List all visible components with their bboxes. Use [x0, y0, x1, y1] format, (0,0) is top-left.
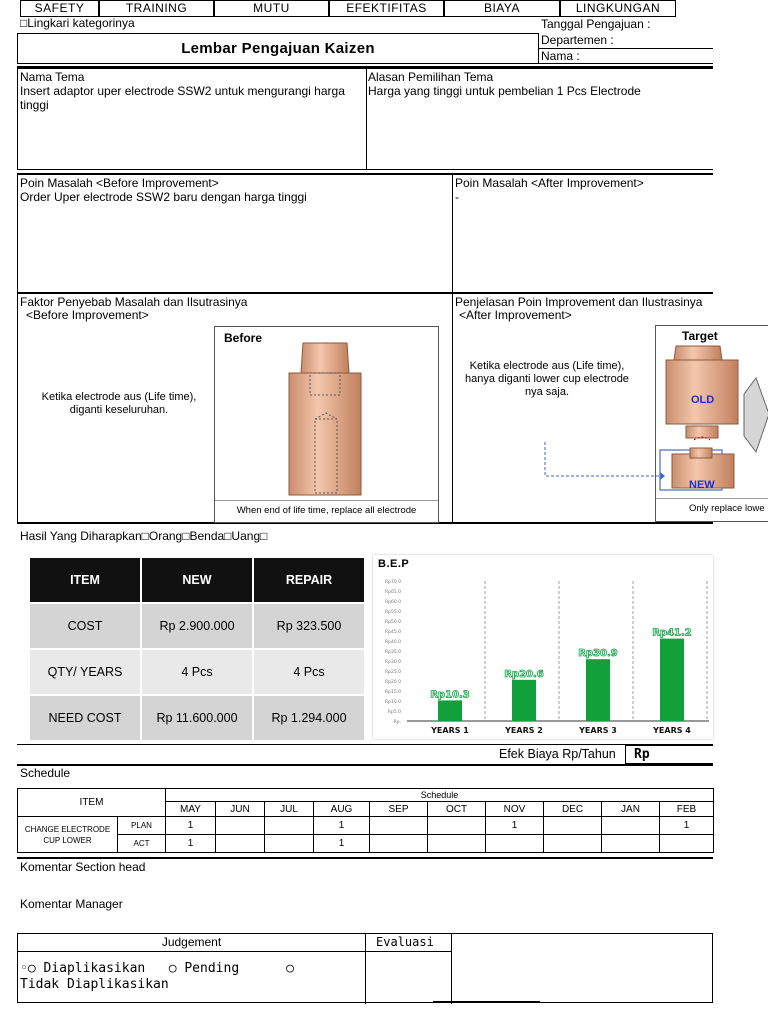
data-label: Rp30.9 — [578, 648, 618, 660]
chart-title: B.E.P — [378, 558, 410, 570]
hasil-label: Hasil Yang Diharapkan□Orang□Benda□Uang□ — [20, 529, 268, 543]
schedule-section-label: Schedule — [20, 766, 71, 780]
judgement-label: Judgement — [18, 934, 366, 952]
electrode-target-icon — [656, 344, 768, 496]
plan-cell[interactable] — [602, 817, 660, 835]
month-nov: NOV — [486, 802, 544, 817]
y-tick-label: Rp15.0 — [384, 690, 401, 695]
efek-biaya-value: Rp — [634, 747, 650, 762]
plan-cell[interactable] — [428, 817, 486, 835]
month-jul: JUL — [265, 802, 314, 817]
divider — [365, 952, 366, 1004]
y-tick-label: Rp55.0 — [384, 610, 401, 615]
divider — [539, 63, 713, 64]
category-biaya[interactable]: BIAYA — [444, 0, 560, 17]
target-caption: Only replace lowe — [689, 503, 765, 514]
table-cell: NEED COST — [30, 696, 140, 740]
electrode-before-icon — [285, 341, 375, 499]
nama-tema-value[interactable]: Insert adaptor uper electrode SSW2 untuk mengurangi harga tinggi — [20, 84, 345, 112]
poin-before-box — [17, 173, 453, 293]
y-tick-label: Rp45.0 — [384, 630, 401, 635]
month-feb: FEB — [660, 802, 714, 817]
month-may: MAY — [166, 802, 216, 817]
before-caption: When end of life time, replace all electrode — [236, 505, 417, 516]
departemen-label[interactable]: Departemen : — [541, 33, 614, 47]
table-row — [30, 696, 364, 740]
y-tick-label: Rp35.0 — [384, 650, 401, 655]
x-tick-label: YEARS 3 — [579, 726, 617, 735]
divider — [215, 500, 438, 501]
schedule-header: Schedule — [166, 789, 714, 802]
plan-cell[interactable] — [265, 817, 314, 835]
act-cell[interactable] — [660, 835, 714, 853]
schedule-item-name: CHANGE ELECTRODE CUP LOWER — [18, 817, 118, 853]
y-tick-label: Rp65.0 — [384, 590, 401, 595]
poin-before-label: Poin Masalah <Before Improvement> — [20, 176, 219, 190]
category-lingkungan[interactable]: LINGKUNGAN — [560, 0, 676, 17]
penjelasan-text: Ketika electrode aus (Life time), hanya diganti lower cup electrode nya saja. — [465, 360, 629, 398]
act-cell[interactable] — [428, 835, 486, 853]
month-oct: OCT — [428, 802, 486, 817]
cost-header-new: NEW — [142, 558, 252, 602]
table-cell: 4 Pcs — [142, 650, 252, 694]
faktor-label: Faktor Penyebab Masalah dan Ilsutrasinya — [20, 295, 248, 309]
table-cell: QTY/ YEARS — [30, 650, 140, 694]
bar-2 — [512, 680, 536, 721]
evaluasi-label: Evaluasi — [366, 934, 452, 952]
act-cell[interactable] — [265, 835, 314, 853]
table-cell: 4 Pcs — [254, 650, 364, 694]
plan-cell[interactable]: 1 — [486, 817, 544, 835]
cost-header-item: ITEM — [30, 558, 140, 602]
plan-cell[interactable] — [544, 817, 602, 835]
cost-header-repair: REPAIR — [254, 558, 364, 602]
category-safety[interactable]: SAFETY — [20, 0, 99, 17]
act-cell[interactable] — [602, 835, 660, 853]
data-label: Rp20.6 — [504, 668, 544, 680]
month-dec: DEC — [544, 802, 602, 817]
x-tick-label: YEARS 4 — [653, 726, 691, 735]
category-hint: □Lingkari kategorinya — [20, 16, 135, 30]
table-cell: COST — [30, 604, 140, 648]
old-label: OLD — [691, 394, 715, 406]
poin-after-value[interactable]: - — [455, 190, 459, 204]
plan-cell[interactable]: 1 — [660, 817, 714, 835]
before-title: Before — [224, 331, 263, 345]
alasan-value[interactable]: Harga yang tinggi untuk pembelian 1 Pcs Electrode — [368, 84, 641, 98]
y-tick-label: Rp5.0 — [387, 710, 401, 715]
act-cell[interactable]: 1 — [166, 835, 216, 853]
plan-cell[interactable] — [216, 817, 265, 835]
efek-biaya-field[interactable] — [625, 745, 713, 764]
schedule-item-header: ITEM — [18, 789, 166, 817]
table-row — [30, 650, 364, 694]
y-tick-label: Rp60.0 — [384, 600, 401, 605]
connector-arrow-icon — [540, 440, 665, 480]
plan-cell[interactable]: 1 — [314, 817, 370, 835]
target-title: Target — [682, 329, 718, 343]
month-sep: SEP — [370, 802, 428, 817]
nama-label[interactable]: Nama : — [541, 49, 580, 63]
bar-4 — [660, 639, 684, 721]
judgement-option-tidak[interactable]: Tidak Diaplikasikan — [20, 977, 169, 992]
alasan-label: Alasan Pemilihan Tema — [368, 70, 494, 84]
table-cell: Rp 323.500 — [254, 604, 364, 648]
month-jan: JAN — [602, 802, 660, 817]
faktor-text: Ketika electrode aus (Life time), diganti keseluruhan. — [41, 391, 197, 416]
table-cell: Rp 1.294.000 — [254, 696, 364, 740]
title-box — [17, 33, 539, 64]
komentar-section-label[interactable]: Komentar Section head — [20, 860, 146, 874]
plan-label: PLAN — [118, 817, 166, 835]
bar-3 — [586, 659, 610, 721]
bep-chart-panel — [373, 555, 713, 739]
alasan-box — [366, 68, 713, 170]
poin-before-value[interactable]: Order Uper electrode SSW2 baru dengan harga tinggi — [20, 190, 307, 204]
schedule-table — [17, 788, 714, 853]
faktor-sub: <Before Improvement> — [26, 308, 149, 322]
nama-tema-box — [17, 68, 367, 170]
divider — [656, 498, 768, 499]
nama-tema-label: Nama Tema — [20, 70, 85, 84]
table-cell: Rp 2.900.000 — [142, 604, 252, 648]
data-label: Rp10.3 — [430, 689, 470, 701]
act-cell[interactable] — [544, 835, 602, 853]
plan-row — [18, 817, 714, 835]
form-title: Lembar Pengajuan Kaizen — [181, 40, 375, 57]
penjelasan-sub: <After Improvement> — [459, 308, 572, 322]
plan-cell[interactable]: 1 — [166, 817, 216, 835]
faktor-box — [17, 292, 453, 524]
act-cell[interactable] — [216, 835, 265, 853]
act-row — [18, 835, 714, 853]
before-illustration — [214, 326, 439, 523]
bep-chart — [373, 555, 713, 739]
y-tick-label: Rp30.0 — [384, 660, 401, 665]
category-training[interactable]: TRAINING — [99, 0, 214, 17]
divider — [451, 952, 452, 1004]
month-jun: JUN — [216, 802, 265, 817]
act-label: ACT — [118, 835, 166, 853]
new-label: NEW — [689, 479, 715, 491]
bar-1 — [438, 700, 462, 721]
plan-cell[interactable] — [370, 817, 428, 835]
y-tick-label: Rp25.0 — [384, 670, 401, 675]
act-cell[interactable] — [370, 835, 428, 853]
y-tick-label: Rp50.0 — [384, 620, 401, 625]
act-cell[interactable] — [486, 835, 544, 853]
act-cell[interactable]: 1 — [314, 835, 370, 853]
table-row — [30, 604, 364, 648]
efek-biaya-label: Efek Biaya Rp/Tahun — [499, 747, 616, 761]
target-illustration — [655, 325, 768, 522]
data-label: Rp41.2 — [652, 627, 692, 639]
y-tick-label: Rp. — [393, 720, 401, 725]
divider — [17, 744, 713, 745]
x-tick-label: YEARS 1 — [431, 726, 469, 735]
y-tick-label: Rp20.0 — [384, 680, 401, 685]
category-efektifitas[interactable]: EFEKTIFITAS — [329, 0, 444, 17]
cost-table — [28, 556, 366, 742]
table-cell: Rp 11.600.000 — [142, 696, 252, 740]
komentar-manager-label[interactable]: Komentar Manager — [20, 897, 123, 911]
category-mutu[interactable]: MUTU — [214, 0, 329, 17]
judgement-options[interactable]: ◦○ Diaplikasikan ○ Pending ○ — [20, 961, 294, 976]
divider — [17, 857, 713, 859]
penjelasan-label: Penjelasan Poin Improvement dan Ilustrasinya — [455, 295, 703, 309]
y-tick-label: Rp70.0 — [384, 580, 401, 585]
divider — [17, 764, 713, 766]
divider — [433, 1001, 540, 1002]
month-aug: AUG — [314, 802, 370, 817]
tanggal-label[interactable]: Tanggal Pengajuan : — [541, 17, 651, 31]
y-tick-label: Rp40.0 — [384, 640, 401, 645]
poin-after-box — [452, 173, 713, 293]
poin-after-label: Poin Masalah <After Improvement> — [455, 176, 644, 190]
judgement-box — [17, 933, 713, 1003]
y-tick-label: Rp10.0 — [384, 700, 401, 705]
x-tick-label: YEARS 2 — [505, 726, 543, 735]
